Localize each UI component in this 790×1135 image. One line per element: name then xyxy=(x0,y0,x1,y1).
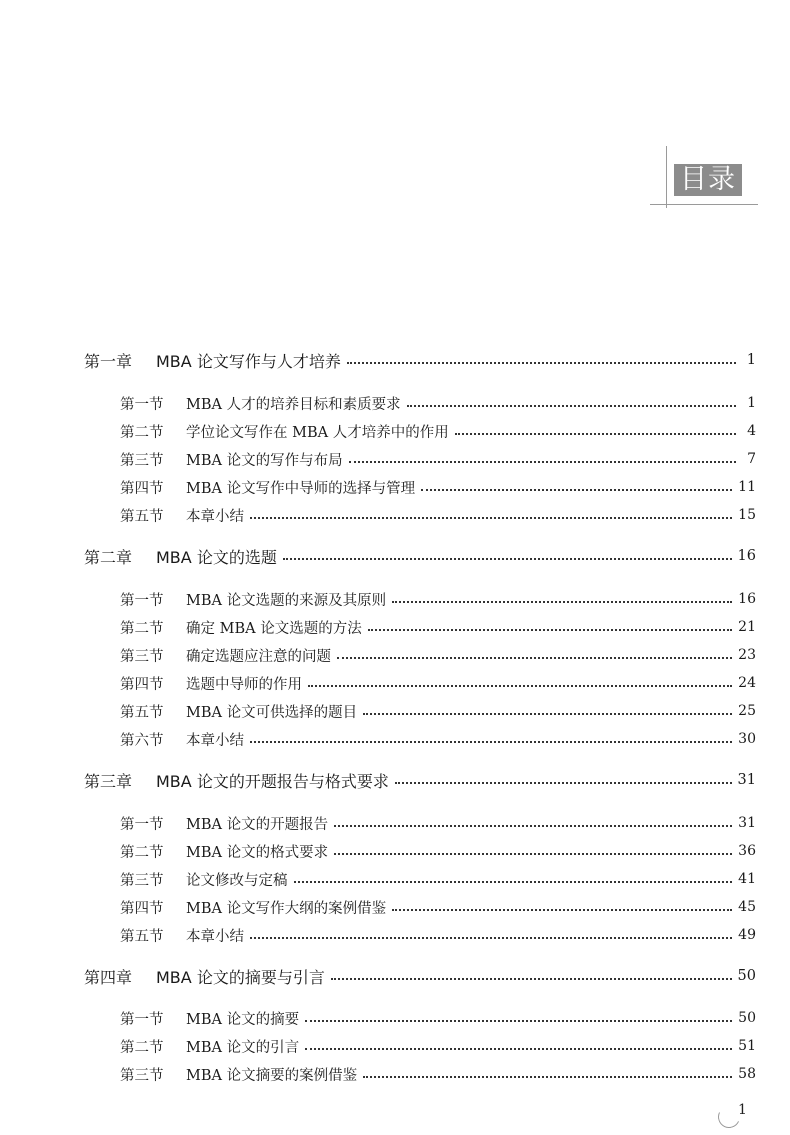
toc-entry-title: 选题中导师的作用 xyxy=(186,676,302,693)
dot-leader xyxy=(250,741,732,743)
toc-entry-page: 51 xyxy=(738,1038,756,1054)
toc-section-row[interactable] xyxy=(0,391,790,415)
toc-entry-title: 论文修改与定稿 xyxy=(186,872,288,889)
dot-leader xyxy=(250,937,732,939)
dot-leader xyxy=(294,881,733,883)
toc-chapter-row[interactable] xyxy=(0,544,790,568)
dot-leader xyxy=(392,909,732,911)
toc-section-row[interactable] xyxy=(0,727,790,751)
toc-entry-number: 第二章 xyxy=(84,547,133,567)
toc-entry-page: 30 xyxy=(738,731,756,747)
toc-entry-title: 本章小结 xyxy=(186,508,244,525)
toc-entry-page: 45 xyxy=(738,899,756,915)
toc-section-row[interactable] xyxy=(0,587,790,611)
toc-entry-title: MBA 论文的引言 xyxy=(186,1039,300,1056)
toc-entry-title: MBA 论文的写作与布局 xyxy=(186,452,343,469)
toc-entry-number: 第三节 xyxy=(120,872,164,889)
dot-leader xyxy=(305,1048,732,1050)
toc-section-row[interactable] xyxy=(0,867,790,891)
toc-entry-number: 第五节 xyxy=(120,704,164,721)
toc-entry-title: 确定 MBA 论文选题的方法 xyxy=(186,620,362,637)
toc-entry-page: 4 xyxy=(747,423,756,439)
toc-section-row[interactable] xyxy=(0,447,790,471)
toc-section-row[interactable] xyxy=(0,895,790,919)
toc-section-row[interactable] xyxy=(0,839,790,863)
toc-section-row[interactable] xyxy=(0,503,790,527)
toc-entry-number: 第六节 xyxy=(120,732,164,749)
toc-section-row[interactable] xyxy=(0,643,790,667)
dot-leader xyxy=(250,517,732,519)
toc-entry-title: MBA 论文的开题报告 xyxy=(186,816,329,833)
toc-chapter-row[interactable] xyxy=(0,768,790,792)
page-number: 1 xyxy=(738,1102,747,1118)
toc-entry-page: 41 xyxy=(738,871,756,887)
toc-section-row[interactable] xyxy=(0,671,790,695)
toc-entry-page: 36 xyxy=(738,843,756,859)
toc-entry-number: 第一节 xyxy=(120,816,164,833)
toc-entry-number: 第五节 xyxy=(120,928,164,945)
dot-leader xyxy=(334,853,732,855)
toc-section-row[interactable] xyxy=(0,1006,790,1030)
dot-leader xyxy=(368,629,732,631)
toc-entry-title: MBA 论文写作中导师的选择与管理 xyxy=(186,480,416,497)
toc-entry-number: 第五节 xyxy=(120,508,164,525)
page-footer xyxy=(718,1100,764,1130)
toc-entry-title: 本章小结 xyxy=(186,928,244,945)
toc-entry-title: 学位论文写作在 MBA 人才培养中的作用 xyxy=(186,424,449,441)
toc-chapter-row[interactable] xyxy=(0,348,790,372)
toc-entry-number: 第二节 xyxy=(120,844,164,861)
toc-section-row[interactable] xyxy=(0,615,790,639)
toc-entry-title: 本章小结 xyxy=(186,732,244,749)
dot-leader xyxy=(455,433,736,435)
toc-entry-title: MBA 论文写作与人才培养 xyxy=(156,351,341,371)
toc-entry-title: MBA 论文的开题报告与格式要求 xyxy=(156,771,389,791)
dot-leader xyxy=(421,489,732,491)
dot-leader xyxy=(395,782,732,784)
toc-section-row[interactable] xyxy=(0,1034,790,1058)
toc-title-block xyxy=(650,146,760,212)
toc-entry-title: MBA 论文写作大纲的案例借鉴 xyxy=(186,900,387,917)
toc-entry-number: 第四章 xyxy=(84,967,133,987)
toc-entry-number: 第二节 xyxy=(120,1039,164,1056)
toc-section-row[interactable] xyxy=(0,475,790,499)
toc-entry-title: MBA 论文的摘要 xyxy=(186,1011,300,1028)
dot-leader xyxy=(305,1020,732,1022)
dot-leader xyxy=(337,657,732,659)
dot-leader xyxy=(363,713,732,715)
toc-entry-number: 第四节 xyxy=(120,480,164,497)
toc-entry-number: 第一章 xyxy=(84,351,133,371)
toc-entry-page: 21 xyxy=(738,619,756,635)
toc-entry-title: MBA 人才的培养目标和素质要求 xyxy=(186,396,401,413)
toc-section-row[interactable] xyxy=(0,811,790,835)
page-title: 目录 xyxy=(674,164,742,196)
toc-entry-number: 第一节 xyxy=(120,592,164,609)
toc-entry-number: 第四节 xyxy=(120,676,164,693)
toc-entry-number: 第三节 xyxy=(120,648,164,665)
toc-section-row[interactable] xyxy=(0,419,790,443)
toc-entry-number: 第三章 xyxy=(84,771,133,791)
toc-entry-title: 确定选题应注意的问题 xyxy=(186,648,331,665)
toc-entry-page: 11 xyxy=(738,479,756,495)
toc-entry-page: 50 xyxy=(737,968,756,984)
toc-entry-page: 16 xyxy=(738,591,756,607)
toc-entry-page: 31 xyxy=(738,815,756,831)
toc-entry-page: 25 xyxy=(738,703,756,719)
toc-entry-title: MBA 论文摘要的案例借鉴 xyxy=(186,1067,358,1084)
toc-entry-page: 16 xyxy=(737,548,756,564)
toc-entry-title: MBA 论文的选题 xyxy=(156,547,277,567)
dot-leader xyxy=(363,1076,732,1078)
title-vertical-rule xyxy=(666,146,667,208)
dot-leader xyxy=(407,405,736,407)
toc-entry-page: 1 xyxy=(747,395,756,411)
toc-entry-number: 第一节 xyxy=(120,1011,164,1028)
toc-entry-page: 58 xyxy=(738,1066,756,1082)
dot-leader xyxy=(308,685,732,687)
toc-entry-title: MBA 论文的格式要求 xyxy=(186,844,329,861)
toc-entry-number: 第二节 xyxy=(120,424,164,441)
toc-section-row[interactable] xyxy=(0,699,790,723)
toc-section-row[interactable] xyxy=(0,1062,790,1086)
toc-entry-number: 第三节 xyxy=(120,1067,164,1084)
dot-leader xyxy=(331,978,732,980)
toc-chapter-row[interactable] xyxy=(0,964,790,988)
toc-entry-page: 50 xyxy=(738,1010,756,1026)
title-horizontal-rule xyxy=(650,204,758,205)
dot-leader xyxy=(349,461,736,463)
dot-leader xyxy=(283,558,732,560)
toc-entry-page: 31 xyxy=(737,772,756,788)
toc-entry-title: MBA 论文可供选择的题目 xyxy=(186,704,358,721)
toc-entry-page: 15 xyxy=(738,507,756,523)
dot-leader xyxy=(392,601,732,603)
toc-section-row[interactable] xyxy=(0,923,790,947)
toc-entry-number: 第二节 xyxy=(120,620,164,637)
toc-entry-title: MBA 论文的摘要与引言 xyxy=(156,967,325,987)
toc-entry-title: MBA 论文选题的来源及其原则 xyxy=(186,592,387,609)
toc-entry-page: 49 xyxy=(738,927,756,943)
toc-entry-number: 第一节 xyxy=(120,396,164,413)
toc-entry-page: 7 xyxy=(747,451,756,467)
toc-entry-page: 23 xyxy=(738,647,756,663)
toc-entry-number: 第三节 xyxy=(120,452,164,469)
toc-entry-page: 1 xyxy=(746,352,756,368)
dot-leader xyxy=(347,362,736,364)
dot-leader xyxy=(334,825,732,827)
toc-entry-number: 第四节 xyxy=(120,900,164,917)
toc-entry-page: 24 xyxy=(738,675,756,691)
